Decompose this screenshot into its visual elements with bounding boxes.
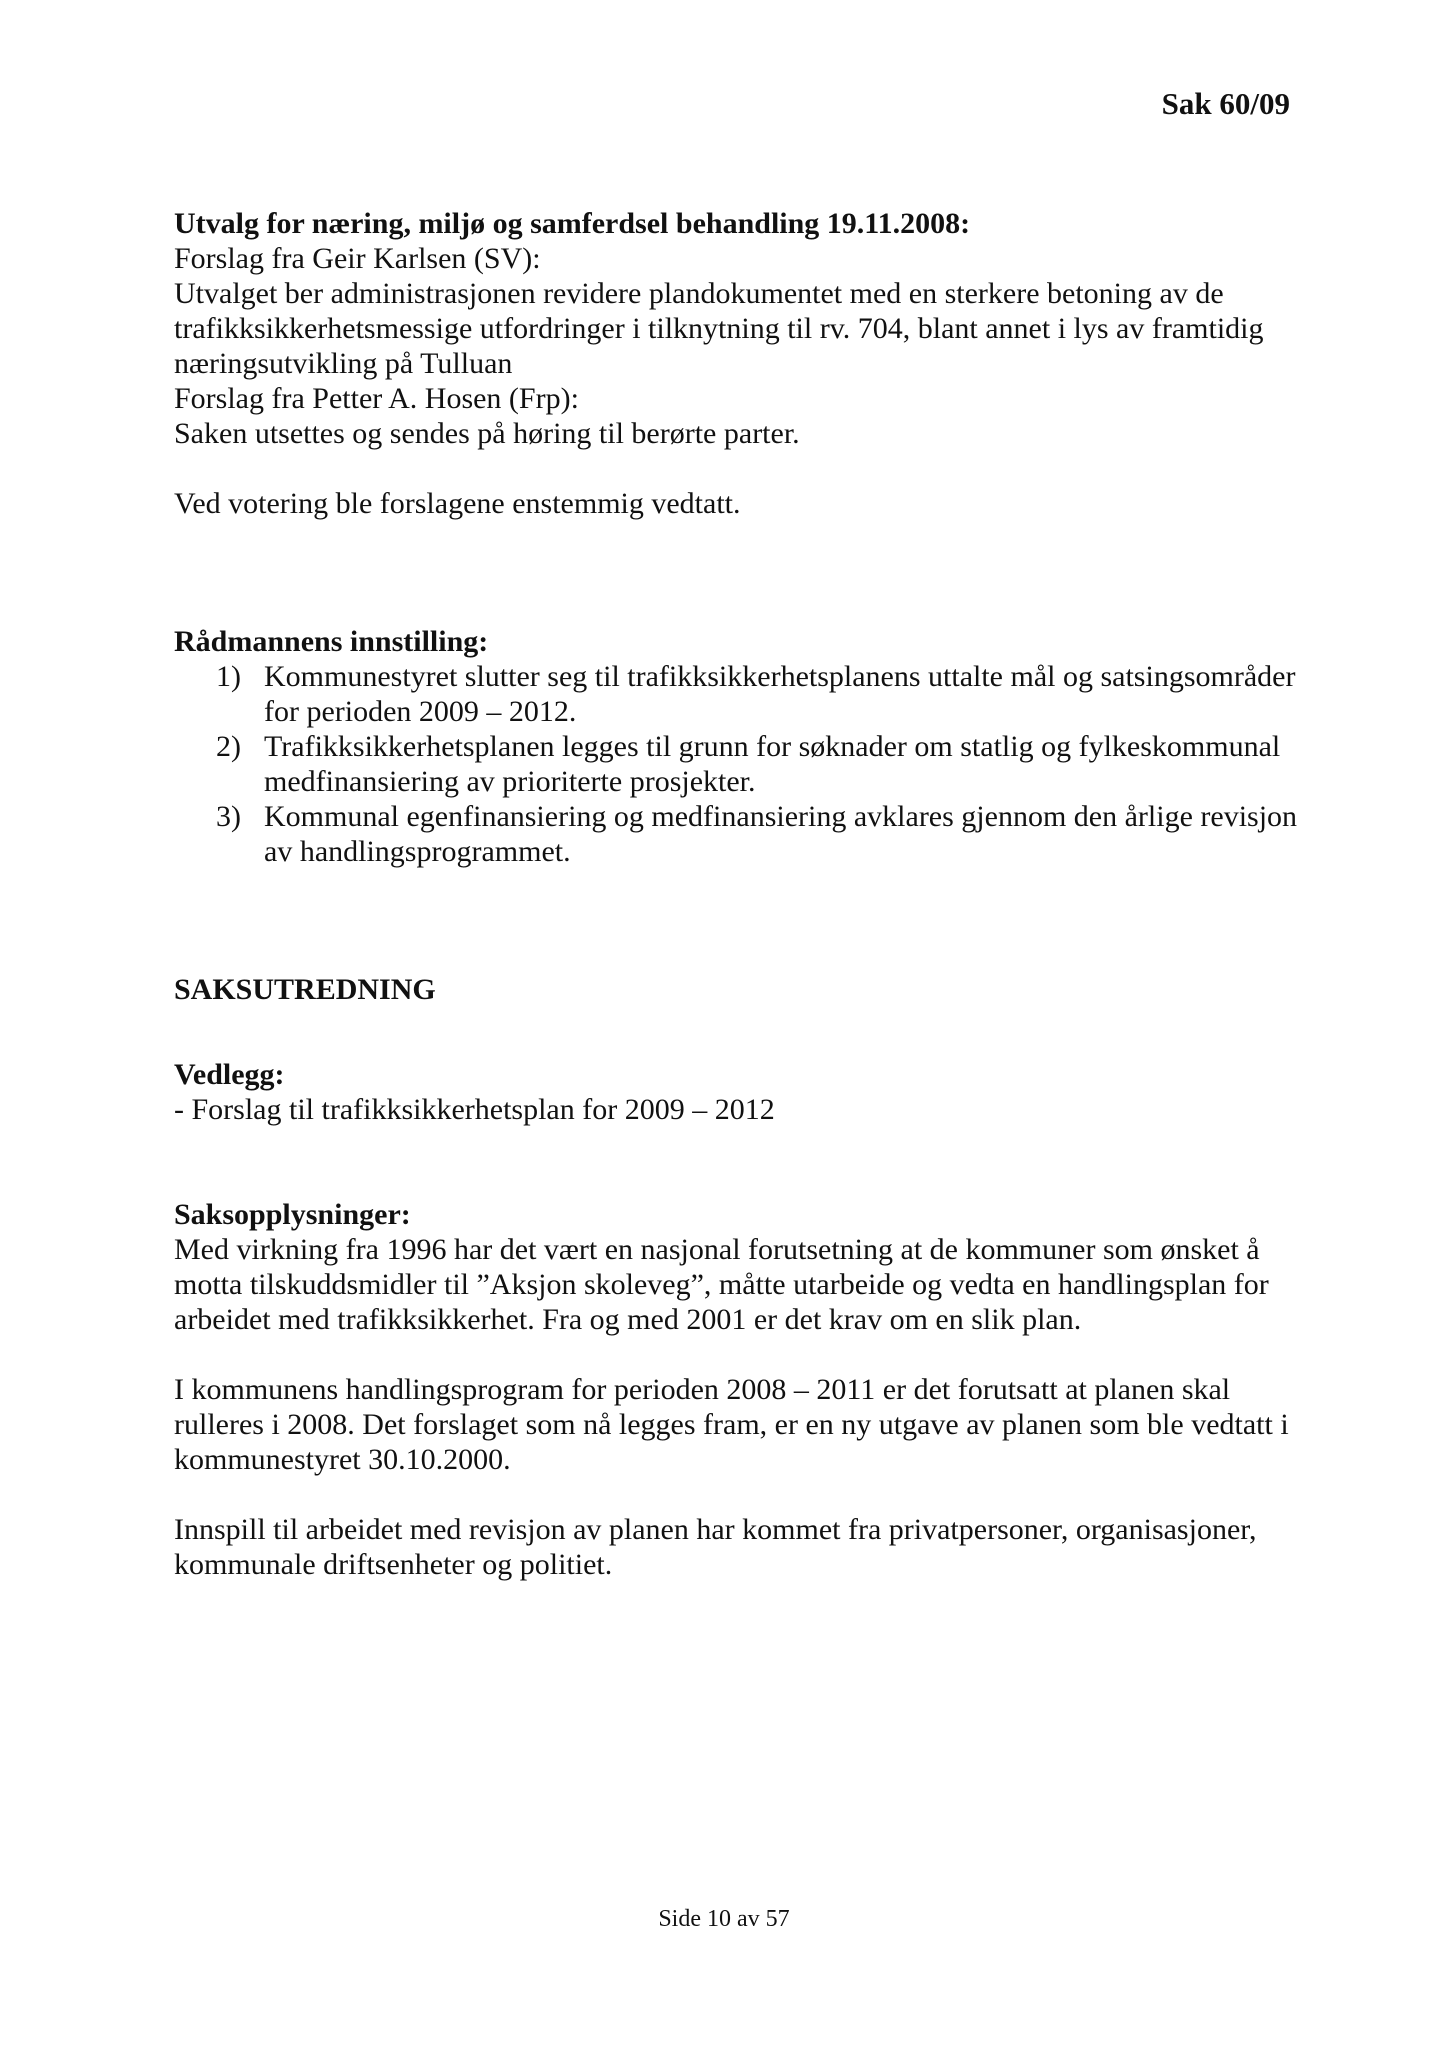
paragraph [174,1372,1294,1477]
item-text: Kommunestyret slutter seg til trafikksikkerhetsplanens uttalte mål og satsingsområder [264,660,1296,693]
paragraph-line: Med virkning fra 1996 har det vært en nasjonal forutsetning at de kommuner som ønsket å [174,1233,1260,1266]
vote-result: Ved votering ble forslagene enstemmig vedtatt. [174,487,741,520]
paragraph-line: rulleres i 2008. Det forslaget som nå legges fram, er en ny utgave av planen som ble vedtatt i [174,1408,1289,1441]
attachments-heading: Vedlegg: [174,1058,285,1091]
item-text: Trafikksikkerhetsplanen legges til grunn for søknader om statlig og fylkeskommunal [264,730,1281,763]
item-number: 2) [216,730,241,763]
committee-line: Forslag fra Geir Karlsen (SV): [174,242,541,275]
page-number: Side 10 av 57 [658,1906,790,1932]
committee-heading: Utvalg for næring, miljø og samferdsel behandling 19.11.2008: [174,207,971,240]
recommendation-item [174,799,1298,869]
paragraph-line: Innspill til arbeidet med revisjon av planen har kommet fra privatpersoner, organisasjoner, [174,1513,1257,1546]
paragraph-line: motta tilskuddsmidler til ”Aksjon skoleveg”, måtte utarbeide og vedta en handlingsplan for [174,1268,1269,1301]
recommendation-item [174,659,1294,729]
attachment-item: - Forslag til trafikksikkerhetsplan for 2009 – 2012 [174,1093,775,1126]
recommendation-list [174,659,1298,869]
recommendation-item [174,729,1294,799]
item-number: 1) [216,660,241,693]
paragraph [174,1232,1294,1337]
item-text: av handlingsprogrammet. [264,835,571,868]
info-heading: Saksopplysninger: [174,1198,411,1231]
paragraph-line: kommunale driftsenheter og politiet. [174,1548,613,1581]
committee-line: trafikksikkerhetsmessige utfordringer i tilknytning til rv. 704, blant annet i lys av framtidig [174,312,1264,345]
item-text: for perioden 2009 – 2012. [264,695,577,728]
paragraph-line: I kommunens handlingsprogram for perioden 2008 – 2011 er det forutsatt at planen skal [174,1373,1231,1406]
committee-line: næringsutvikling på Tulluan [174,347,513,380]
item-text: Kommunal egenfinansiering og medfinansiering avklares gjennom den årlige revisjon [264,800,1298,833]
paragraph [174,1512,1294,1582]
committee-line: Utvalget ber administrasjonen revidere plandokumentet med en sterkere betoning av de [174,277,1224,310]
paragraph-line: arbeidet med trafikksikkerhet. Fra og med 2001 er det krav om en slik plan. [174,1303,1082,1336]
committee-line: Forslag fra Petter A. Hosen (Frp): [174,382,579,415]
document-body [174,206,1298,1582]
case-report-section [174,972,1294,1582]
recommendation-heading: Rådmannens innstilling: [174,625,489,658]
item-number: 3) [216,800,241,833]
section-title: SAKSUTREDNING [174,973,436,1006]
committee-section [174,206,1294,521]
recommendation-section [174,624,1298,869]
item-text: medfinansiering av prioriterte prosjekter. [264,765,756,798]
paragraph-line: kommunestyret 30.10.2000. [174,1443,511,1476]
case-number: Sak 60/09 [1161,86,1290,121]
committee-line: Saken utsettes og sendes på høring til berørte parter. [174,417,800,450]
